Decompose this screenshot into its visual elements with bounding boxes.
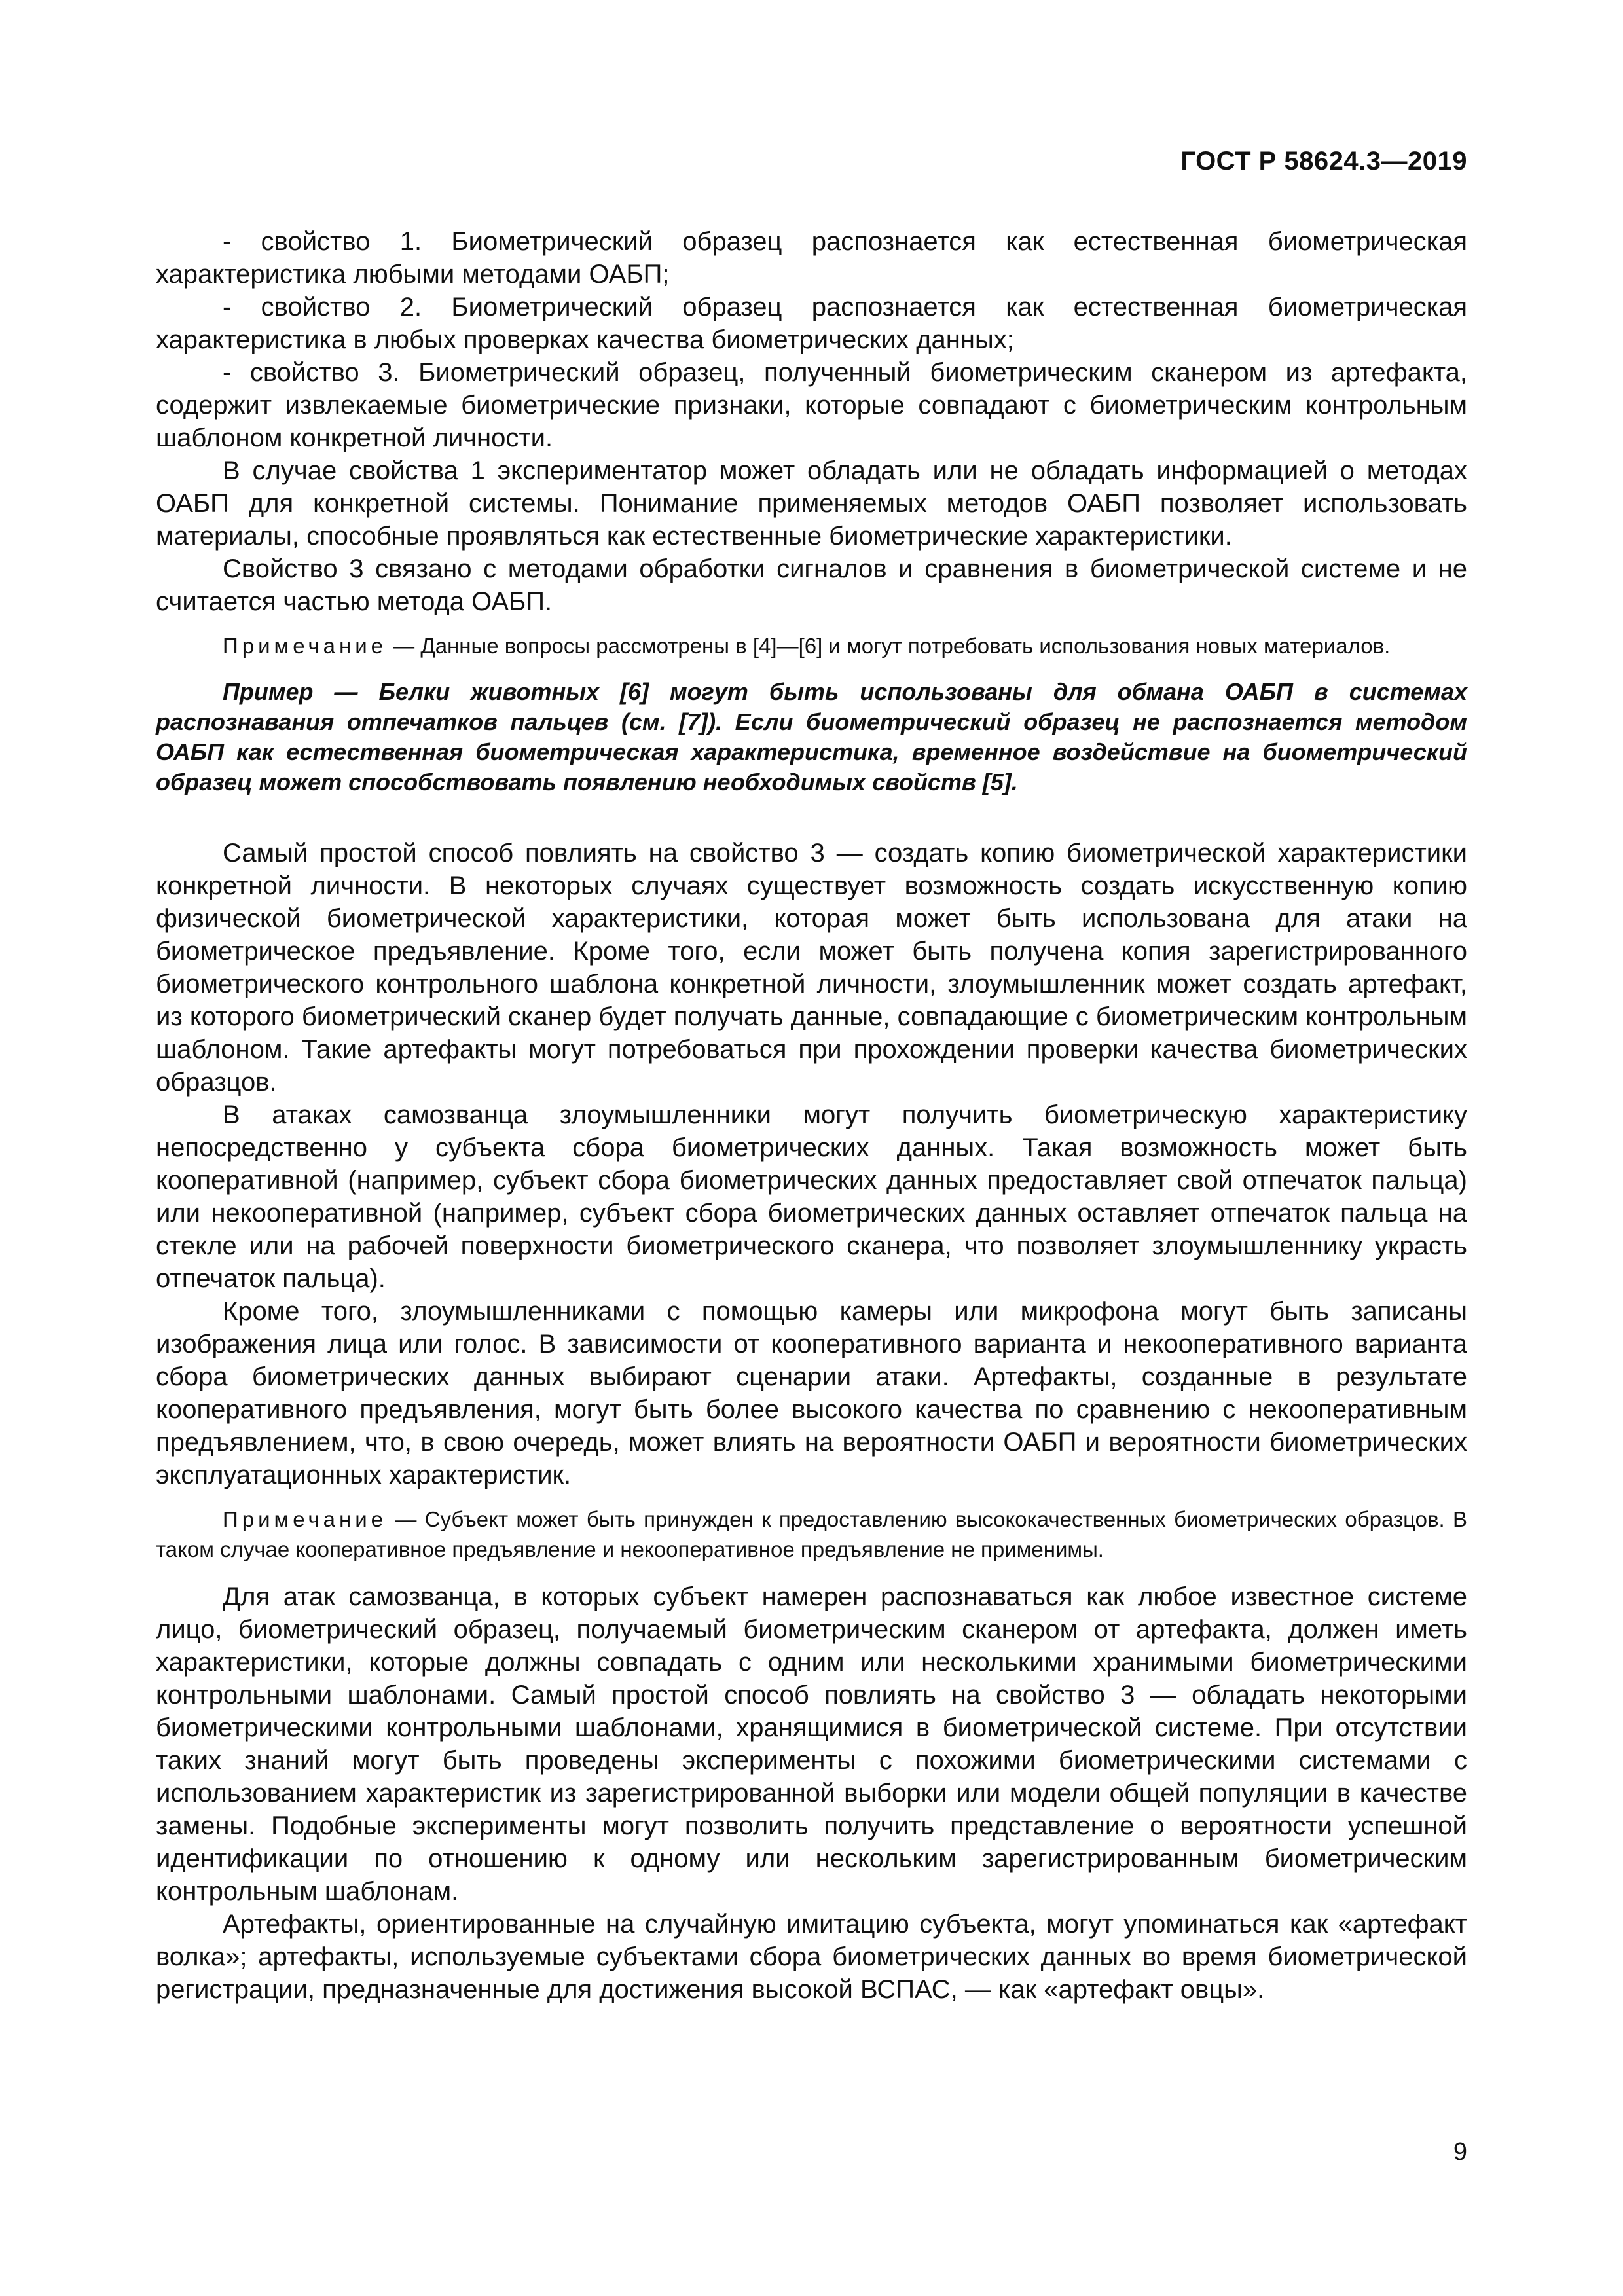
paragraph: Свойство 3 связано с методами обработки сигналов и сравнения в биометрической системе и не считается частью метода ОАБП. (156, 555, 1467, 616)
paragraph: Самый простой способ повлиять на свойство 3 — создать копию биометрической характеристики конкретной личности. В некоторых случаях существует возможность создать искусственную копию физической биометрической характеристики, которая может быть использована для атаки на биометрическое предъявление. Кроме того, если может быть получена копия зарегистрированного биометрического контрольного шаблона конкретной личности, злоумышленник может создать артефакт, из которого биометрический сканер будет получать данные, совпадающие с биометрическим контрольным шаблоном. Такие артефакты могут потребоваться при прохождении проверки качества биометрических образцов. (156, 839, 1467, 1097)
paragraph: - свойство 3. Биометрический образец, полученный биометрическим сканером из артефакта, содержит извлекаемые биометрические признаки, которые совпадают с биометрическим контрольным шаблоном конкретной личности. (156, 358, 1467, 452)
note-text: — Субъект может быть принужден к предоставлению высококачественных биометрических образцов. В таком случае кооперативное предъявление и некооперативное предъявление не применимы. (156, 1507, 1467, 1561)
note-label: Примечание (223, 634, 388, 658)
paragraph: В случае свойства 1 экспериментатор может обладать или не обладать информацией о методах ОАБП для конкретной системы. Понимание применяемых методов ОАБП позволяет использовать материалы, способные проявляться как естественные биометрические характеристики. (156, 456, 1467, 551)
spacer (156, 797, 1467, 837)
note (156, 1504, 1467, 1565)
standard-designation: ГОСТ Р 58624.3—2019 (1180, 147, 1467, 175)
main-text (156, 225, 1467, 2006)
note-label: Примечание (223, 1507, 388, 1531)
note (156, 631, 1467, 661)
paragraph: В атаках самозванца злоумышленники могут получить биометрическую характеристику непосредственно у субъекта сбора биометрических данных. Такая возможность может быть кооперативной (например, субъект сбора биометрических данных предоставляет свой отпечаток пальца) или некооперативной (например, субъект сбора биометрических данных оставляет отпечаток пальца на стекле или на рабочей поверхности биометрического сканера, что позволяет злоумышленнику украсть отпечаток пальца). (156, 1101, 1467, 1293)
paragraph: - свойство 1. Биометрический образец распознается как естественная биометрическая характеристика любыми методами ОАБП; (156, 227, 1467, 289)
paragraph: Артефакты, ориентированные на случайную имитацию субъекта, могут упоминаться как «артефакт волка»; артефакты, используемые субъектами сбора биометрических данных во время биометрической регистрации, предназначенные для достижения высокой ВСПАС, — как «артефакт овцы». (156, 1910, 1467, 2004)
note-text: — Данные вопросы рассмотрены в [4]—[6] и могут потребовать использования новых материалов. (387, 634, 1391, 658)
page-number: 9 (1453, 2138, 1467, 2166)
paragraph: Кроме того, злоумышленниками с помощью камеры или микрофона могут быть записаны изображения лица или голос. В зависимости от кооперативного варианта и некооперативного варианта сбора биометрических данных выбирают сценарии атаки. Артефакты, созданные в результате кооперативного предъявления, могут быть более высокого качества по сравнению с некооперативным предъявлением, что, в свою очередь, может влиять на вероятности ОАБП и вероятности биометрических эксплуатационных характеристик. (156, 1297, 1467, 1489)
example: Пример — Белки животных [6] могут быть использованы для обмана ОАБП в системах распознавания отпечатков пальцев (см. [7]). Если биометрический образец не распознается методом ОАБП как естественная биометрическая характеристика, временное воздействие на биометрический образец может способствовать появлению необходимых свойств [5]. (156, 678, 1467, 795)
paragraph: Для атак самозванца, в которых субъект намерен распознаваться как любое известное системе лицо, биометрический образец, получаемый биометрическим сканером от артефакта, должен иметь характеристики, которые должны совпадать с одним или несколькими хранимыми биометрическими контрольными шаблонами. Самый простой способ повлиять на свойство 3 — обладать некоторыми биометрическими контрольными шаблонами, хранящимися в биометрической системе. При отсутствии таких знаний могут быть проведены эксперименты с похожими биометрическими системами с использованием характеристик из зарегистрированной выборки или модели общей популяции в качестве замены. Подобные эксперименты могут позволить получить представление о вероятности успешной идентификации по отношению к одному или нескольким зарегистрированным биометрическим контрольным шаблонам. (156, 1582, 1467, 1906)
paragraph: - свойство 2. Биометрический образец распознается как естественная биометрическая характеристика в любых проверках качества биометрических данных; (156, 293, 1467, 354)
